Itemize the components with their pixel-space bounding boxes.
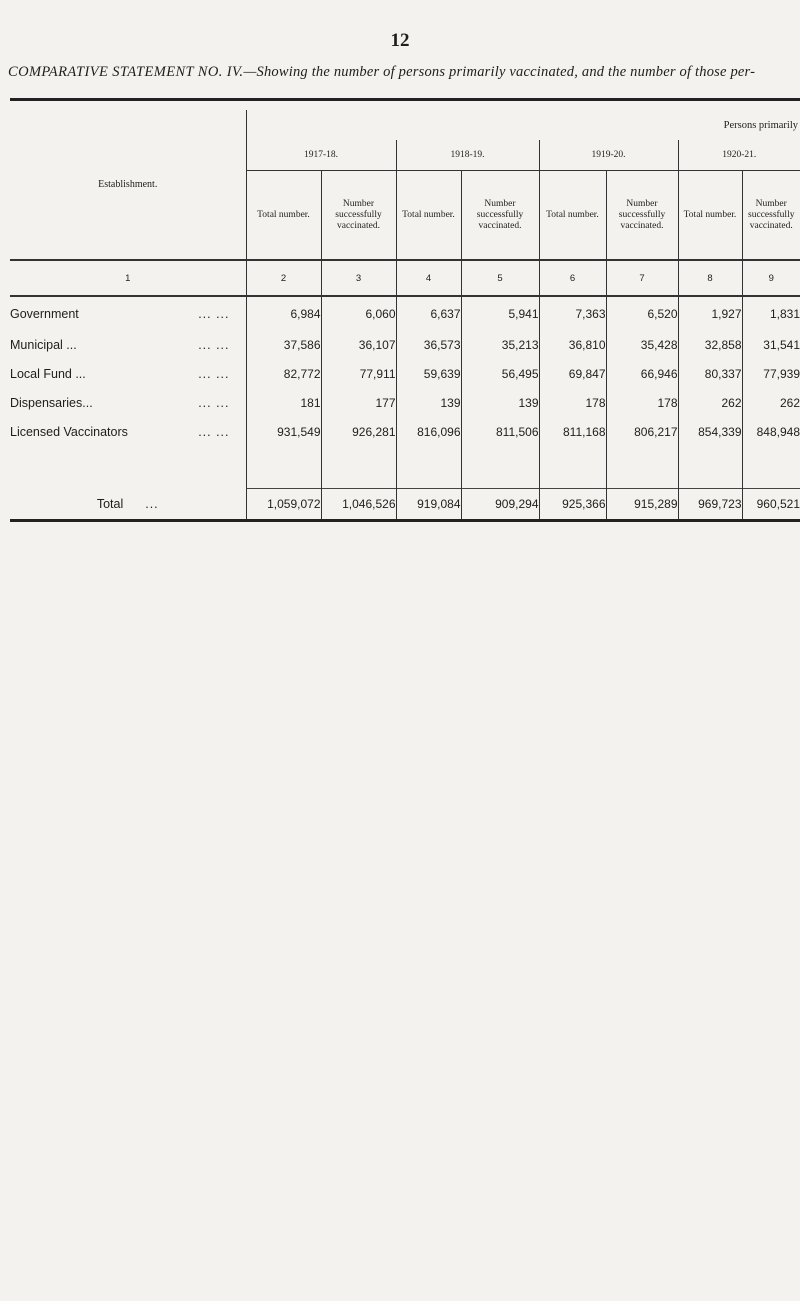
table-cell: 77,911	[321, 359, 396, 388]
sub-header-successful: Number successfully vaccinated.	[461, 171, 539, 261]
table-row	[10, 388, 800, 417]
sub-header-total: Total number.	[539, 171, 606, 261]
total-dots: ...	[145, 496, 159, 511]
top-rule	[10, 98, 800, 101]
total-name: Total	[96, 496, 124, 511]
row-label	[10, 330, 246, 359]
sub-header-successful: Number successfully vaccinated.	[742, 171, 800, 261]
row-dots: ... ...	[198, 395, 230, 410]
table-cell: 848,948	[742, 417, 800, 446]
table-cell: 1,927	[678, 296, 742, 330]
row-dots: ... ...	[198, 424, 230, 439]
table-cell: 854,339	[678, 417, 742, 446]
statement-title-lead: COMPARATIVE STATEMENT NO. IV.	[8, 64, 244, 80]
row-name: Local Fund ...	[10, 366, 86, 381]
year-header: 1920-21.	[678, 140, 800, 171]
row-label	[10, 388, 246, 417]
table-cell: 6,984	[246, 296, 321, 330]
sub-header-total: Total number.	[396, 171, 461, 261]
column-index: 3	[321, 260, 396, 296]
table-cell: 31,541	[742, 330, 800, 359]
column-index: 2	[246, 260, 321, 296]
total-label	[10, 489, 246, 521]
statement-title	[8, 64, 800, 81]
year-header: 1918-19.	[396, 140, 539, 171]
table-cell: 811,506	[461, 417, 539, 446]
table-cell: 77,939	[742, 359, 800, 388]
column-index: 1	[10, 260, 246, 296]
table-cell: 35,428	[606, 330, 678, 359]
sub-header-total: Total number.	[678, 171, 742, 261]
table-cell: 56,495	[461, 359, 539, 388]
row-label	[10, 296, 246, 330]
total-row	[10, 489, 800, 521]
table-cell: 69,847	[539, 359, 606, 388]
row-dots: ... ...	[198, 366, 230, 381]
column-index: 4	[396, 260, 461, 296]
table-cell: 36,573	[396, 330, 461, 359]
column-index: 7	[606, 260, 678, 296]
total-cell: 969,723	[678, 489, 742, 521]
total-cell: 925,366	[539, 489, 606, 521]
table-cell: 262	[678, 388, 742, 417]
table-cell: 6,520	[606, 296, 678, 330]
table-cell: 59,639	[396, 359, 461, 388]
spacer-row	[10, 446, 800, 489]
establishment-header: Establishment.	[98, 179, 158, 190]
row-name: Dispensaries...	[10, 395, 93, 410]
table-cell: 177	[321, 388, 396, 417]
statement-title-rest: —Showing the number of persons primarily vaccinated, and the number of those per-	[243, 64, 756, 80]
column-index: 9	[742, 260, 800, 296]
year-header: 1917-18.	[246, 140, 396, 171]
table-cell: 82,772	[246, 359, 321, 388]
column-index-row	[10, 260, 800, 296]
row-name: Government	[10, 306, 79, 321]
column-index: 5	[461, 260, 539, 296]
group-header-row	[10, 110, 800, 140]
table-cell: 6,060	[321, 296, 396, 330]
sub-header-successful: Number successfully vaccinated.	[606, 171, 678, 261]
table-row	[10, 359, 800, 388]
table-cell: 37,586	[246, 330, 321, 359]
table-cell: 178	[539, 388, 606, 417]
row-name: Licensed Vaccinators	[10, 424, 128, 439]
row-label	[10, 417, 246, 446]
vaccination-table	[10, 110, 800, 522]
row-dots: ... ...	[198, 337, 230, 352]
row-dots: ... ...	[198, 306, 230, 321]
total-cell: 960,521	[742, 489, 800, 521]
table-cell: 5,941	[461, 296, 539, 330]
table-cell: 139	[396, 388, 461, 417]
table-row	[10, 296, 800, 330]
table-cell: 80,337	[678, 359, 742, 388]
total-cell: 909,294	[461, 489, 539, 521]
table-cell: 926,281	[321, 417, 396, 446]
table-cell: 811,168	[539, 417, 606, 446]
table-cell: 35,213	[461, 330, 539, 359]
total-cell: 915,289	[606, 489, 678, 521]
total-cell: 919,084	[396, 489, 461, 521]
table-cell: 262	[742, 388, 800, 417]
total-cell: 1,046,526	[321, 489, 396, 521]
table-cell: 36,810	[539, 330, 606, 359]
column-index: 6	[539, 260, 606, 296]
table-cell: 931,549	[246, 417, 321, 446]
table-cell: 1,831	[742, 296, 800, 330]
table-row	[10, 417, 800, 446]
sub-header-successful: Number successfully vaccinated.	[321, 171, 396, 261]
table-cell: 6,637	[396, 296, 461, 330]
sub-header-total: Total number.	[246, 171, 321, 261]
table-cell: 139	[461, 388, 539, 417]
table-cell: 7,363	[539, 296, 606, 330]
row-label	[10, 359, 246, 388]
row-name: Municipal ...	[10, 337, 77, 352]
table-cell: 178	[606, 388, 678, 417]
year-header: 1919-20.	[539, 140, 678, 171]
column-index: 8	[678, 260, 742, 296]
table-row	[10, 330, 800, 359]
page-number: 12	[390, 30, 410, 51]
table-cell: 806,217	[606, 417, 678, 446]
persons-primarily-header: Persons primarily	[246, 110, 800, 140]
table-cell: 36,107	[321, 330, 396, 359]
table-cell: 181	[246, 388, 321, 417]
table-cell: 66,946	[606, 359, 678, 388]
table-cell: 816,096	[396, 417, 461, 446]
total-cell: 1,059,072	[246, 489, 321, 521]
table-cell: 32,858	[678, 330, 742, 359]
